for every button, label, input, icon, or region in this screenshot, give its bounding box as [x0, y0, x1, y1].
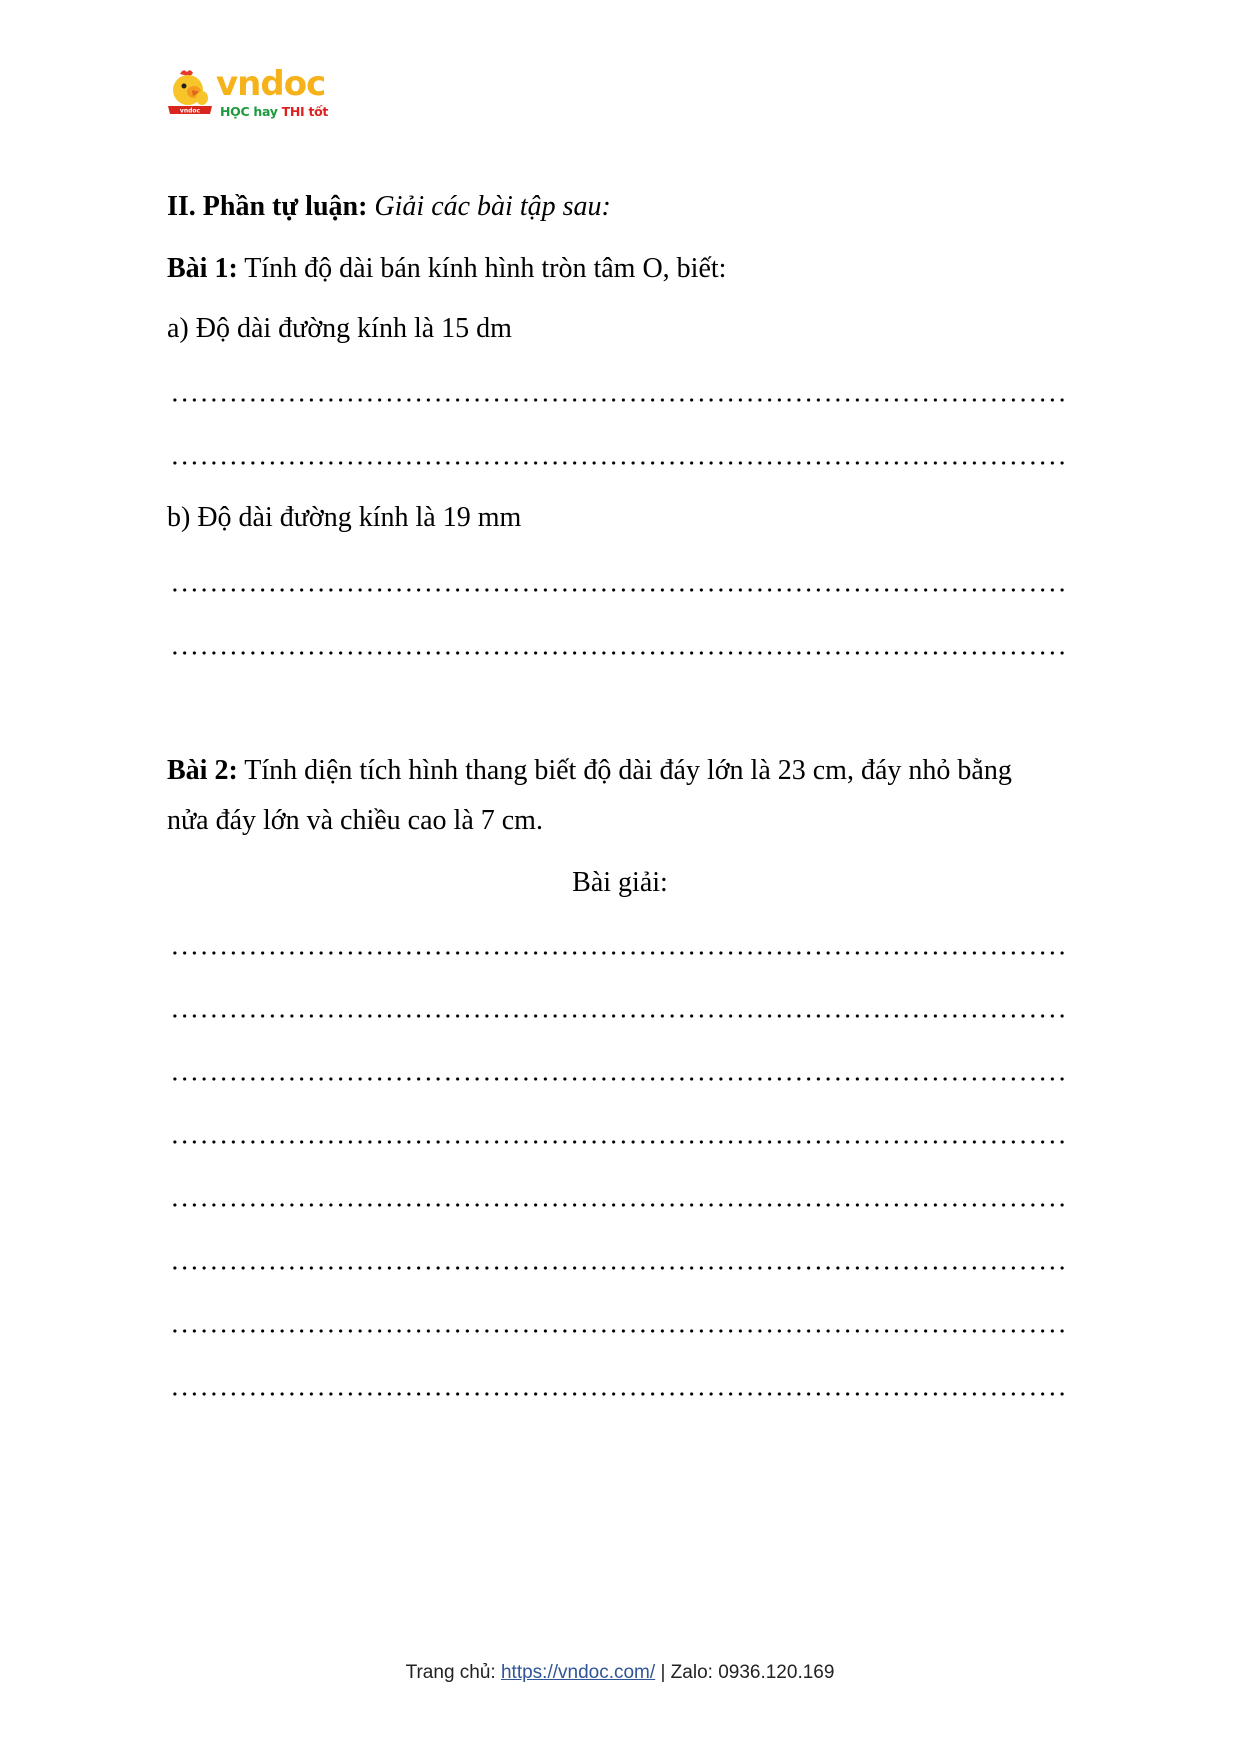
- exercise-2-prompt-line1: [167, 754, 1012, 788]
- footer-zalo: Zalo: 0936.120.169: [670, 1662, 835, 1683]
- answer-line[interactable]: [170, 1077, 1070, 1081]
- tagline-red: THI tốt: [281, 104, 329, 119]
- answer-line[interactable]: [170, 1329, 1070, 1333]
- section-heading-italic: Giải các bài tập sau:: [374, 191, 611, 222]
- exercise-1-part-b: b) Độ dài đường kính là 19 mm: [167, 502, 522, 533]
- exercise-2-label: Bài 2:: [167, 755, 238, 786]
- footer-home-link[interactable]: https://vndoc.com/: [500, 1662, 656, 1683]
- page-footer: [0, 1660, 1240, 1686]
- footer-separator: |: [655, 1662, 671, 1683]
- answer-line[interactable]: [170, 1014, 1070, 1018]
- exercise-1-part-a: a) Độ dài đường kính là 15 dm: [167, 313, 512, 344]
- exercise-2-text-1: Tính diện tích hình thang biết độ dài đáy lớn là 23 cm, đáy nhỏ bằng: [244, 755, 1012, 786]
- solution-heading: Bài giải:: [572, 867, 668, 898]
- svg-text:vndoc: vndoc: [179, 107, 201, 115]
- vndoc-logo: [166, 64, 329, 122]
- exercise-1-text: Tính độ dài bán kính hình tròn tâm O, biết:: [244, 253, 727, 284]
- logo-tagline: [220, 104, 328, 120]
- answer-line[interactable]: [170, 461, 1070, 465]
- tagline-green: HỌC hay: [220, 104, 282, 119]
- answer-line[interactable]: [170, 398, 1070, 402]
- section-heading-bold: II. Phần tự luận:: [167, 191, 368, 222]
- answer-line[interactable]: [170, 1392, 1070, 1396]
- chicken-mascot-icon: [166, 68, 214, 120]
- section-heading: [167, 190, 611, 224]
- answer-line[interactable]: [170, 1266, 1070, 1270]
- exercise-1-label: Bài 1:: [167, 253, 238, 284]
- logo-brand-text: vndoc: [216, 64, 326, 104]
- footer-home-label: Trang chủ:: [405, 1662, 501, 1683]
- answer-line[interactable]: [170, 951, 1070, 955]
- exercise-1-prompt: [167, 252, 726, 286]
- answer-line[interactable]: [170, 1140, 1070, 1144]
- answer-line[interactable]: [170, 1203, 1070, 1207]
- answer-line[interactable]: [170, 651, 1070, 655]
- exercise-2-prompt-line2: nửa đáy lớn và chiều cao là 7 cm.: [167, 805, 543, 836]
- answer-line[interactable]: [170, 588, 1070, 592]
